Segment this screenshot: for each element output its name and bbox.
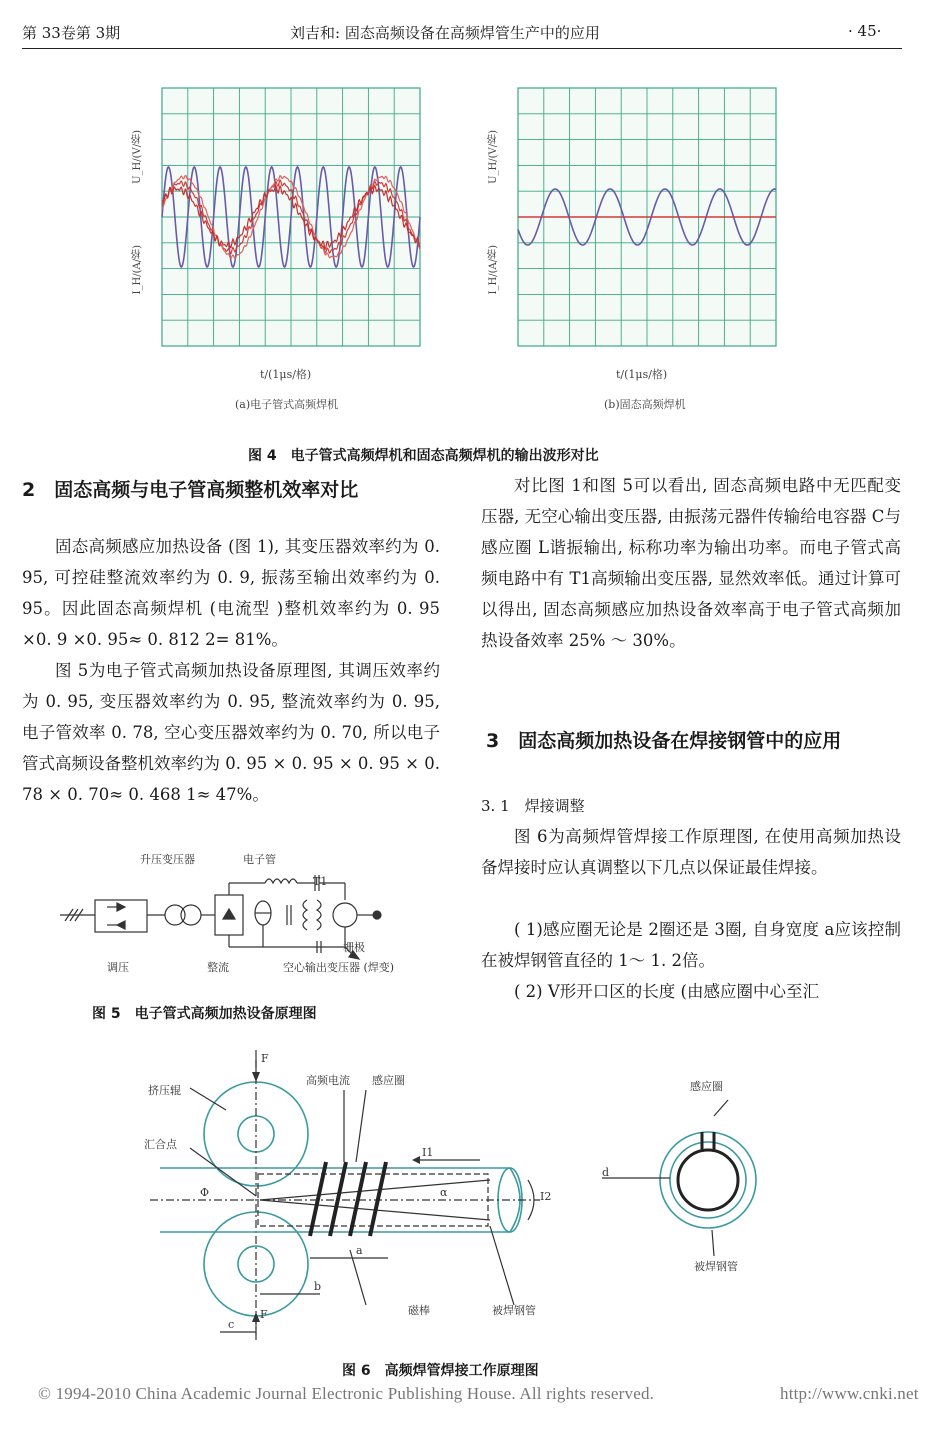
- figure-6-caption: 图 6 高频焊管焊接工作原理图: [342, 1363, 539, 1379]
- label-i1: I1: [422, 1146, 434, 1159]
- section-3-para-2: ( 1)感应圈无论是 2圈还是 3圈, 自身宽度 a应该控制在被焊钢管直径的 1～ 1. 2倍。: [481, 920, 901, 970]
- panel-a-xlabel: t/(1μs/格): [260, 368, 312, 381]
- cnki-link[interactable]: http://www.cnki.net: [780, 1384, 919, 1403]
- panel-a-subcaption: (a)电子管式高频焊机: [235, 398, 339, 411]
- header-rule: [22, 48, 902, 49]
- section-2-para-2: 图 5为电子管式高频加热设备原理图, 其调压效率约为 0. 95, 变压器效率约为 0. 95, 整流效率约为 0. 95, 电子管效率 0. 78, 空心变压器效率约为 0. 70, 所以电子管式高频设备整机效率约为 0. 95 × 0. 95 × 0. 95 × 0. 78 × 0. 70≈ 0. 468 1≈ 47%。: [22, 661, 440, 804]
- label-junction-point: 汇合点: [144, 1138, 177, 1151]
- figure-5: [55, 845, 435, 980]
- section-3-para-3: ( 2) V形开口区的长度 (由感应圈中心至汇: [514, 982, 819, 1001]
- journal-volume: 第 33卷第 3期: [22, 24, 121, 42]
- figure-6: [130, 1050, 810, 1340]
- panel-b-xlabel: t/(1μs/格): [616, 368, 668, 381]
- label-magnet-rod: 磁棒: [408, 1304, 430, 1317]
- label-induction-coil: 感应圈: [372, 1074, 405, 1087]
- panel-b-ylabel-voltage: U_H/(V/格): [488, 130, 499, 184]
- label-rectify: 整流: [207, 961, 229, 974]
- label-diameter: Φ: [200, 1186, 210, 1199]
- label-coil-section: 感应圈: [690, 1080, 723, 1093]
- section-3-para-1: 图 6为高频焊管焊接工作原理图, 在使用高频加热设备焊接时应认真调整以下几点以保证最佳焊接。: [481, 827, 901, 877]
- label-alpha: α: [440, 1186, 448, 1199]
- label-hf-current: 高频电流: [306, 1074, 350, 1087]
- label-electron-tube: 电子管: [243, 853, 276, 866]
- section-2-heading: 2 固态高频与电子管高频整机效率对比: [22, 479, 359, 501]
- panel-b-oscillogram: [518, 88, 776, 346]
- section-2-para-1: 固态高频感应加热设备 (图 1), 其变压器效率约为 0. 95, 可控硅整流效率约为 0. 9, 振荡至输出效率约为 0. 95。因此固态高频焊机 (电流型 )整机效率约为 0. 95 ×0. 9 ×0. 95≈ 0. 812 2= 81%。: [22, 537, 440, 649]
- section-3-heading: 3 固态高频加热设备在焊接钢管中的应用: [486, 730, 842, 752]
- label-dim-b: b: [314, 1280, 322, 1293]
- page-number: · 45·: [848, 22, 882, 40]
- panel-a-ylabel-current: I_H/(A/格): [132, 245, 143, 295]
- panel-a-oscillogram: [162, 88, 420, 346]
- figure-4: [120, 70, 860, 430]
- panel-b-ylabel-current: I_H/(A/格): [488, 245, 499, 295]
- subsection-3-1: 3. 1 焊接调整: [481, 797, 585, 815]
- label-welded-pipe: 被焊钢管: [492, 1304, 536, 1317]
- label-output-transformer: 空心输出变压器 (焊变): [283, 961, 395, 974]
- label-i2: I2: [540, 1190, 552, 1203]
- label-force-bottom: F: [260, 1308, 268, 1321]
- comparison-paragraph: 对比图 1和图 5可以看出, 固态高频电路中无匹配变压器, 无空心输出变压器, 由振荡元器件传输给电容器 C与感应圈 L谐振输出, 标称功率为输出功率。而电子管式高频电路中有 T1高频输出变压器, 显然效率低。通过计算可以得出, 固态高频感应加热设备效率高于电子管式高频加热设备效率 25% ～ 30%。: [481, 476, 901, 650]
- panel-b-subcaption: (b)固态高频焊机: [604, 398, 686, 411]
- label-dim-d: d: [602, 1166, 610, 1179]
- label-force-top: F: [261, 1052, 269, 1065]
- label-dim-a: a: [356, 1244, 363, 1257]
- label-squeeze-roll: 挤压辊: [148, 1084, 181, 1097]
- running-title: 刘吉和: 固态高频设备在高频焊管生产中的应用: [290, 24, 600, 42]
- figure-5-caption: 图 5 电子管式高频加热设备原理图: [92, 1006, 317, 1022]
- figure-4-caption: 图 4 电子管式高频焊机和固态高频焊机的输出波形对比: [248, 448, 599, 464]
- label-dim-c: c: [228, 1318, 235, 1331]
- panel-a-ylabel-voltage: U_H/(V/格): [132, 130, 143, 184]
- label-grid: 栅极: [343, 941, 365, 954]
- label-pipe-section: 被焊钢管: [694, 1260, 738, 1273]
- label-booster-transformer: 升压变压器: [140, 853, 195, 866]
- label-t1: T1: [313, 875, 328, 888]
- label-regulate: 调压: [107, 961, 129, 974]
- copyright-notice: © 1994-2010 China Academic Journal Electronic Publishing House. All rights reserved.: [38, 1384, 655, 1403]
